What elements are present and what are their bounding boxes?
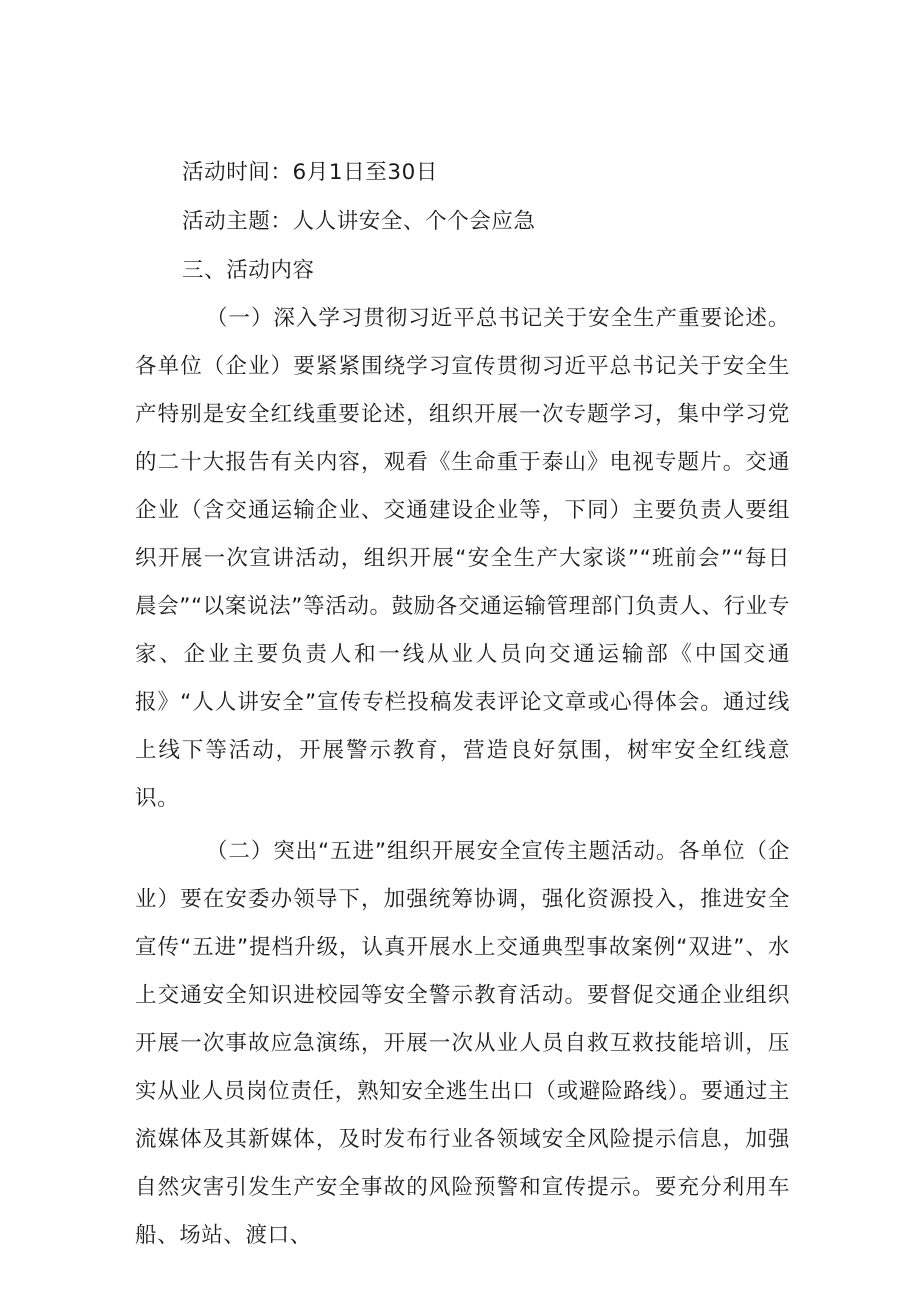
paragraph-2: （二）突出“五进”组织开展安全宣传主题活动。各单位（企业）要在安委办领导下，加强统筹协调，强化资源投入，推进安全宣传“五进”提档升级，认真开展水上交通典型事故案例“双进”、水上交通安全知识进校园等安全警示教育活动。要督促交通企业组织开展一次事故应急演练，开展一次从业人员自救互救技能培训，压实从业人员岗位责任，熟知安全逃生出口（或避险路线）。要通过主流媒体及其新媒体，及时发布行业各领域安全风险提示信息，加强自然灾害引发生产安全事故的风险预警和宣传提示。要充分利用车船、场站、渡口、 (135, 839, 791, 1248)
activity-time: 活动时间：6月1日至30日 (182, 160, 439, 185)
section-heading: 三、活动内容 (182, 258, 315, 283)
paragraph-1: （一）深入学习贯彻习近平总书记关于安全生产重要论述。各单位（企业）要紧紧围绕学习宣传贯彻习近平总书记关于安全生产特别是安全红线重要论述，组织开展一次专题学习，集中学习党的二十大报告有关内容，观看《生命重于泰山》电视专题片。交通企业（含交通运输企业、交通建设企业等，下同）主要负责人要组织开展一次宣讲活动，组织开展“安全生产大家谈”“班前会”“每日晨会”“以案说法”等活动。鼓励各交通运输管理部门负责人、行业专家、企业主要负责人和一线从业人员向交通运输部《中国交通报》“人人讲安全”宣传专栏投稿发表评论文章或心得体会。通过线上线下等活动，开展警示教育，营造良好氛围，树牢安全红线意识。 (135, 306, 790, 811)
document-body (135, 148, 790, 1260)
activity-theme: 活动主题：人人讲安全、个个会应急 (182, 209, 536, 234)
